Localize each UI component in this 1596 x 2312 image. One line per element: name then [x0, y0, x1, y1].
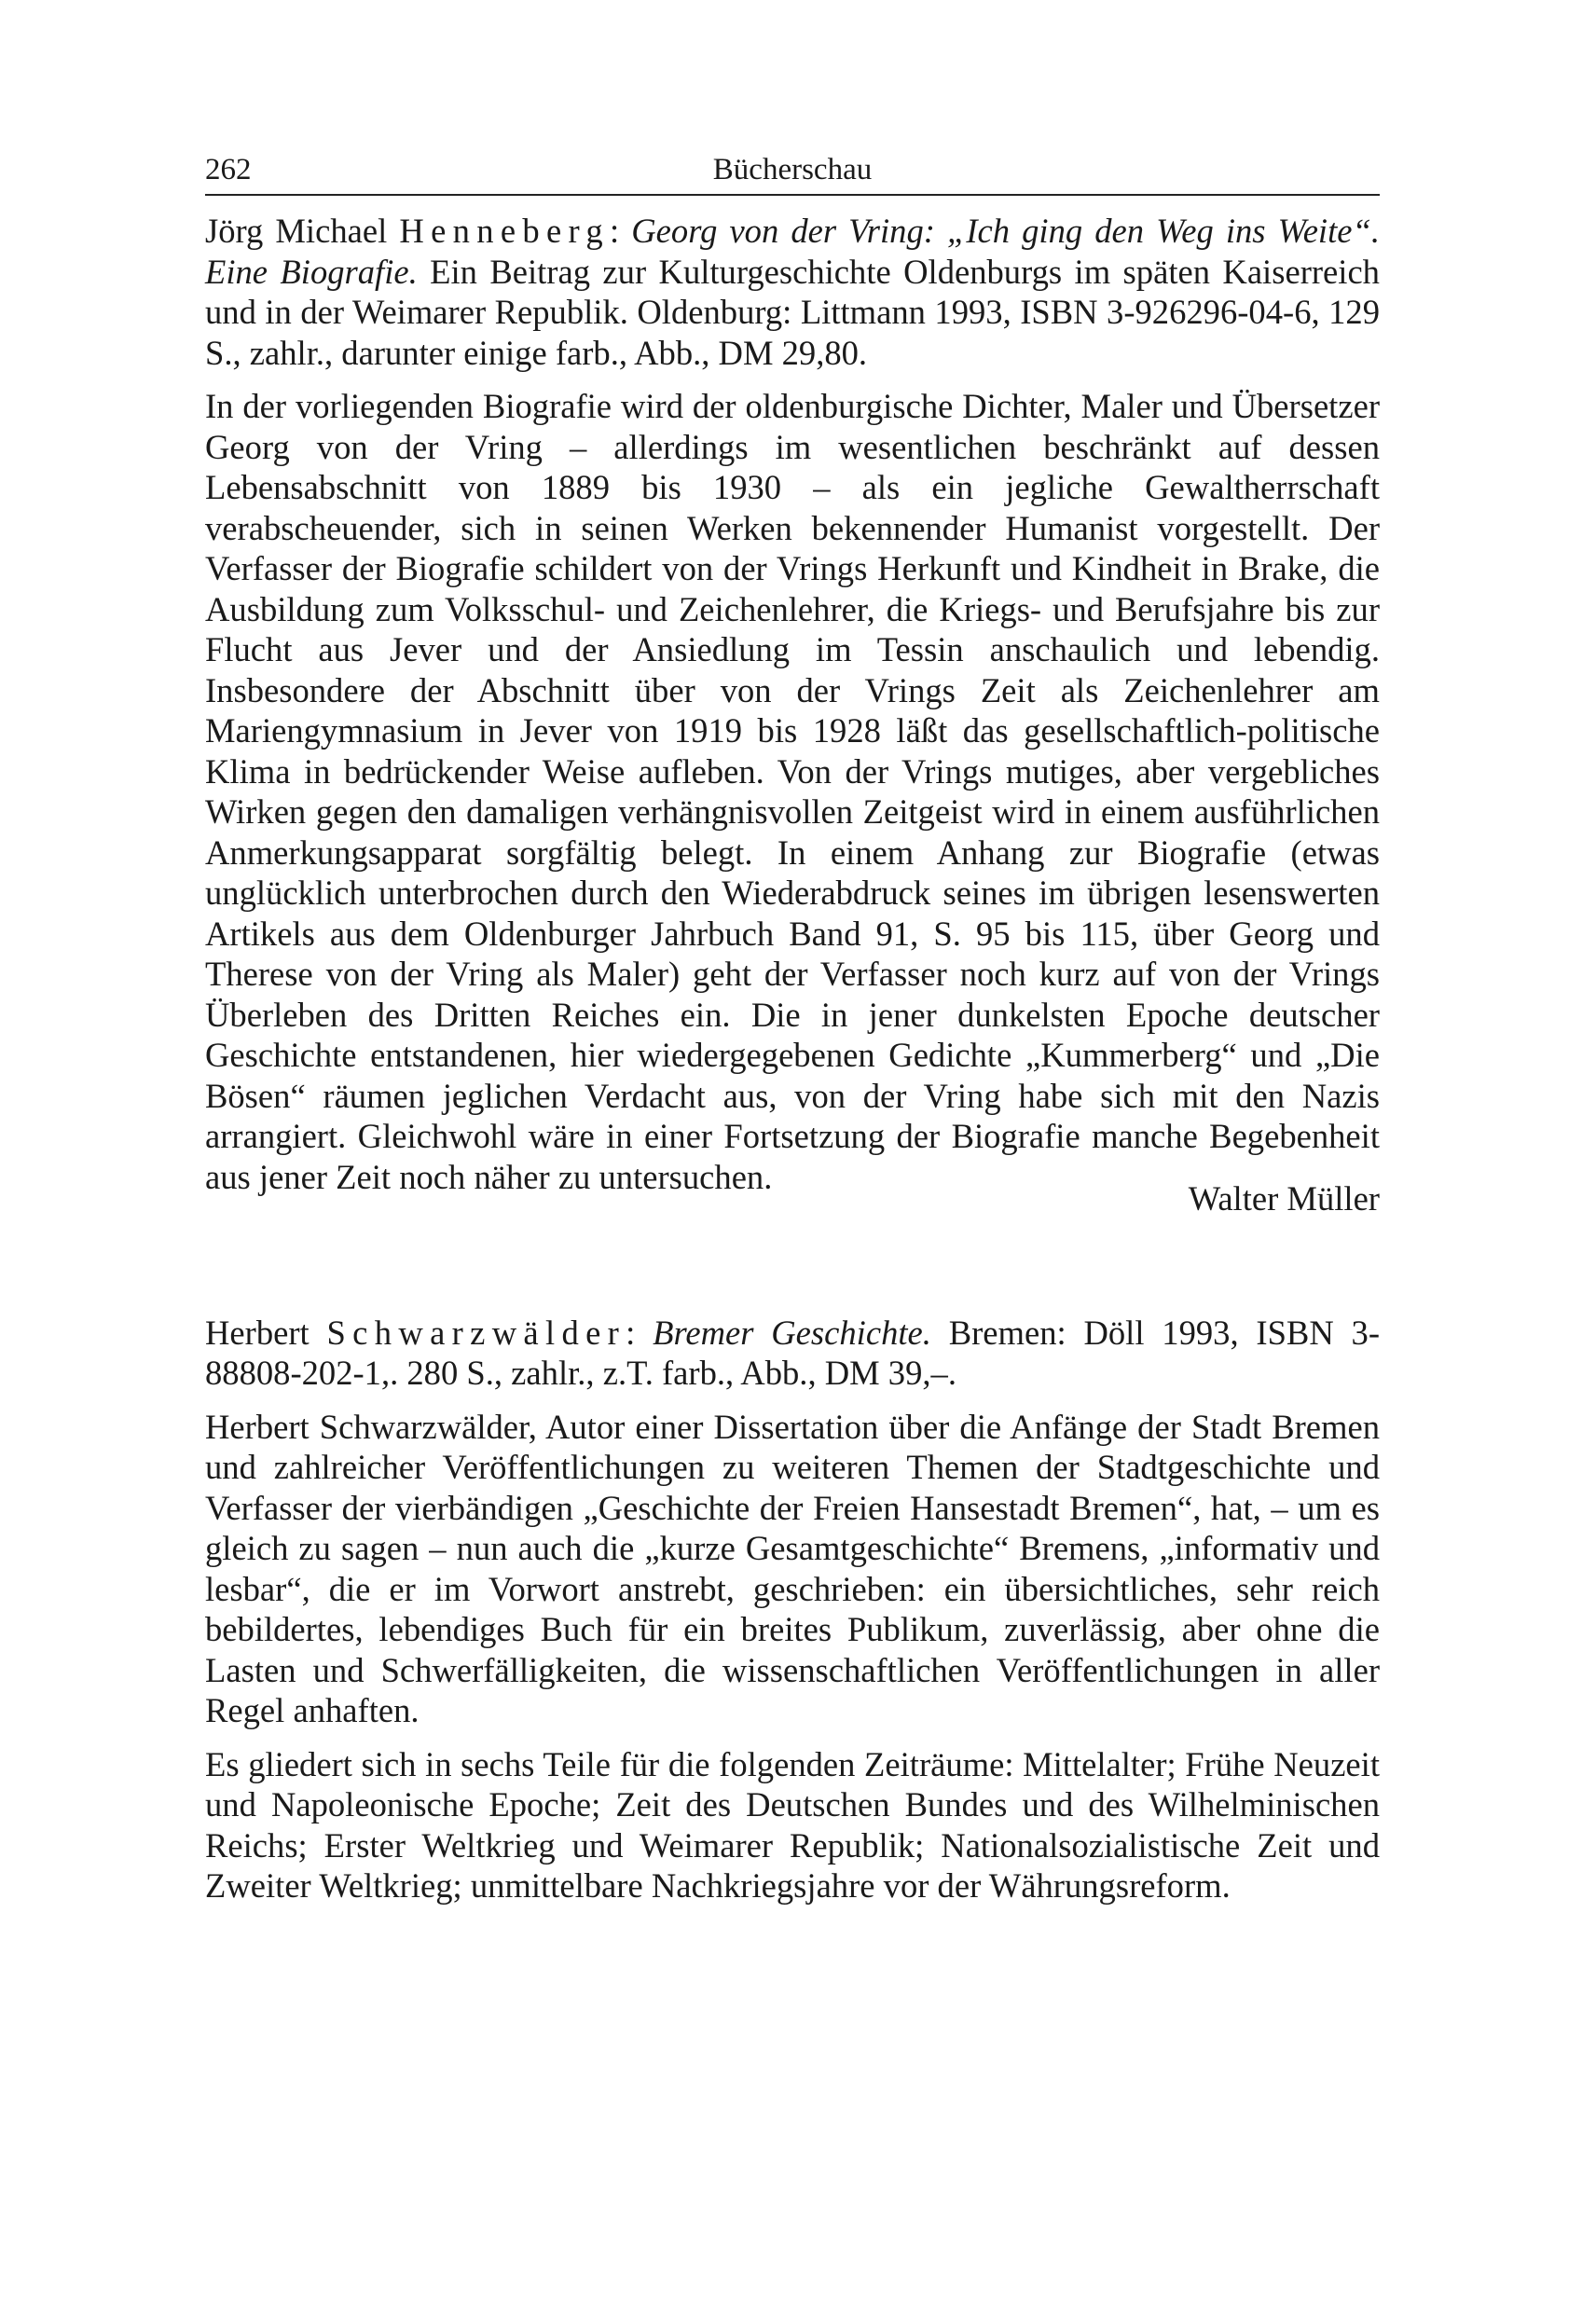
review-citation [205, 1313, 1380, 1394]
review-henneberg [205, 211, 1380, 1219]
book-review-page [205, 149, 1380, 1906]
review-schwarzwaelder [205, 1313, 1380, 1906]
reviewer-name: Walter Müller [1188, 1179, 1380, 1218]
author-given-name: Herbert [205, 1313, 310, 1352]
review-paragraph: Es gliedert sich in sechs Teile für die folgenden Zeiträume: Mittelalter; Frühe Neuzeit und Napoleonische Epoche; Zeit des Deutschen Bundes und des Wilhelminischen Reichs; Erster Weltkrieg und Weimarer Republik; Nationalsozialistische Zeit und Zweiter Weltkrieg; unmittelbare Nachkriegsjahre vor der Währungsreform. [205, 1744, 1380, 1905]
book-title: Bremer Geschichte. [653, 1313, 931, 1352]
review-paragraph: Herbert Schwarzwälder, Autor einer Dissertation über die Anfänge der Stadt Bremen und zahlreicher Veröffentlichungen zu weiteren Themen der Stadtgeschichte und Verfasser der vierbändigen „Geschichte der Freien Hansestadt Bremen“, hat, – um es gleich zu sagen – nun auch die „kurze Gesamtgeschichte“ Bremens, „informativ und lesbar“, die er im Vorwort anstrebt, geschrieben: ein übersichtliches, sehr reich bebildertes, lebendiges Buch für ein breites Publikum, zuverlässig, aber ohne die Lasten und Schwerfälligkeiten, die wissenschaftlichen Veröffentlichungen in aller Regel anhaften. [205, 1407, 1380, 1729]
book-details: Bremen: Döll 1993, ISBN 3-88808-202-1,. 280 S., zahlr., z.T. farb., Abb., DM 39,–. [205, 1313, 1381, 1392]
citation-separator: : [626, 1313, 636, 1352]
page-number: 262 [205, 153, 252, 186]
running-head [205, 149, 1380, 196]
book-title: Georg von der Vring: „Ich ging den Weg ins Weite“. Eine Biografie. [205, 212, 1380, 291]
author-given-name: Jörg Michael [205, 212, 388, 250]
author-surname: Schwarzwälder [326, 1313, 626, 1352]
book-details: Ein Beitrag zur Kulturgeschichte Oldenburgs im späten Kaiserreich und in der Weimarer Republik. Oldenburg: Littmann 1993, ISBN 3-926296-04-6, 129 S., zahlr., darunter einige farb., Abb., DM 29,80. [205, 252, 1380, 372]
review-paragraph: In der vorliegenden Biografie wird der oldenburgische Dichter, Maler und Übersetzer Georg von der Vring – allerdings im wesentlichen beschränkt auf dessen Lebensabschnitt von 1889 bis 1930 – als ein jegliche Gewaltherrschaft verabscheuender, sich in seinen Werken bekennender Humanist vorgestellt. Der Verfasser der Biografie schildert von der Vrings Herkunft und Kindheit in Brake, die Ausbildung zum Volksschul- und Zeichenlehrer, die Kriegs- und Berufsjahre bis zur Flucht aus Jever und der Ansiedlung im Tessin anschaulich und lebendig. Insbesondere der Abschnitt über von der Vrings Zeit als Zeichenlehrer am Mariengymnasium in Jever von 1919 bis 1928 läßt das gesellschaftlich-politische Klima in bedrückender Weise aufleben. Von der Vrings mutiges, aber vergebliches Wirken gegen den damaligen verhängnisvollen Zeitgeist wird in einem ausführlichen Anmerkungsapparat sorgfältig belegt. In einem Anhang zur Biografie (etwas unglücklich unterbrochen durch den Wiederabdruck seines im übrigen lesenswerten Artikels aus dem Oldenburger Jahrbuch Band 91, S. 95 bis 115, über Georg und Therese von der Vring als Maler) geht der Verfasser noch kurz auf von der Vrings Überleben des Dritten Reiches ein. Die in jener dunkelsten Epoche deutscher Geschichte entstandenen, hier wiedergegebenen Gedichte „Kummerberg“ und „Die Bösen“ räumen jeglichen Verdacht aus, von der Vring habe sich mit den Nazis arrangiert. Gleichwohl wäre in einer Fortsetzung der Biografie manche Begebenheit aus jener Zeit noch näher zu untersuchen. [205, 387, 1380, 1196]
citation-separator: : [610, 212, 620, 250]
review-citation [205, 211, 1380, 373]
section-title: Bücherschau [712, 153, 873, 186]
author-surname: Henneberg [399, 212, 611, 250]
